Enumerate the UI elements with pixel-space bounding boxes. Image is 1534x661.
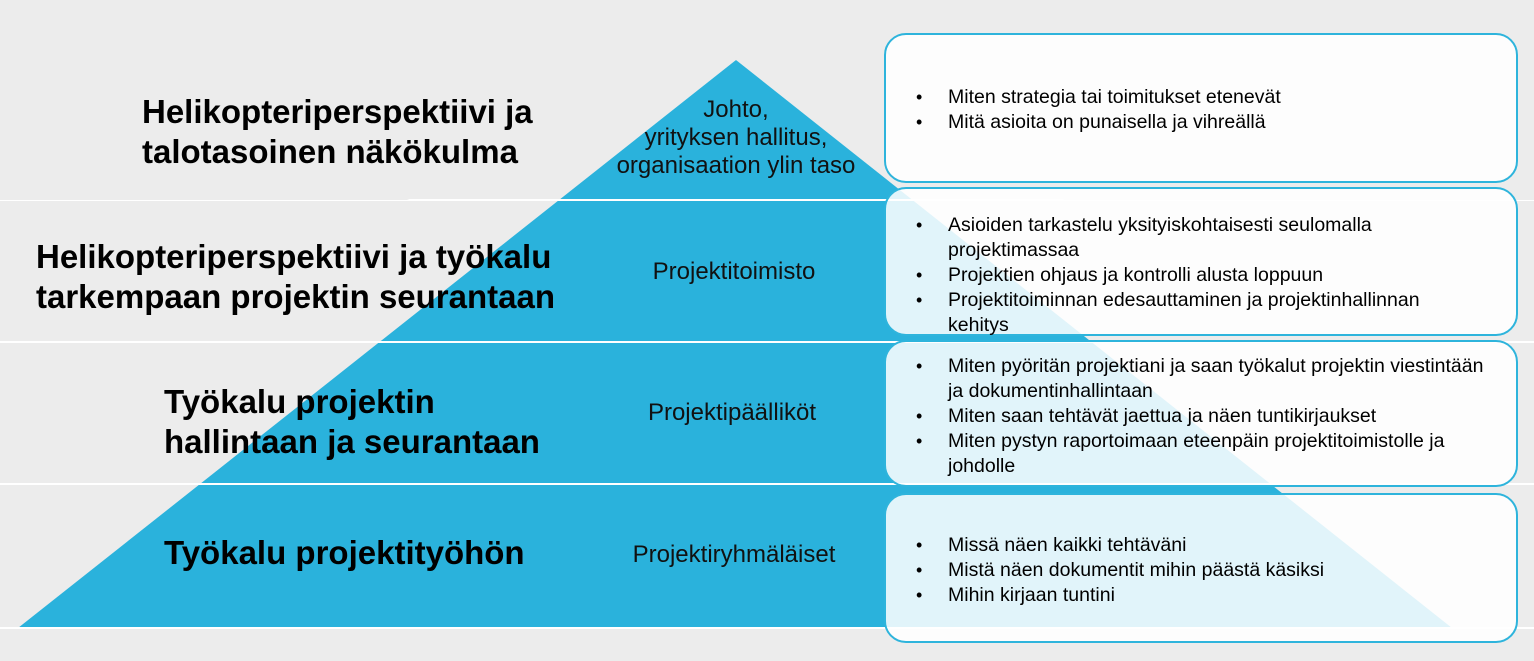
level-4-box [884,493,1518,643]
level-3-bullet: • Miten pyöritän projektiani ja saan työkalut projektin viestintään ja dokumentinhallintaan [948,354,1486,404]
level-1-bullet: • Miten strategia tai toimitukset etenevät [948,85,1516,110]
level-4-bullet: • Mihin kirjaan tuntini [948,583,1516,608]
tier-2-text [584,258,884,286]
level-2-label [36,237,555,317]
tier-2-line-1: Projektitoimisto [652,258,816,285]
level-2-bullet-list [886,213,1516,338]
level-4-bullet-list [886,533,1516,608]
level-2-bullet: • Asioiden tarkastelu yksityiskohtaisesti seulomalla projektimassaa [948,213,1476,263]
tier-3-text [582,399,882,427]
level-2-label-line-1: Helikopteriperspektiivi ja työkalu [36,238,552,275]
level-4-bullet: • Missä näen kaikki tehtäväni [948,533,1516,558]
level-1-label [142,92,533,172]
tier-1-line-1: Johto, [703,96,769,123]
level-1-label-line-1: Helikopteriperspektiivi ja [142,93,533,130]
level-4-bullet: • Mistä näen dokumentit mihin päästä käsiksi [948,558,1516,583]
level-2-box [884,187,1518,336]
level-3-label-line-2: hallintaan ja seurantaan [164,423,540,460]
level-3-label [164,382,540,462]
level-1-label-line-2: talotasoinen näkökulma [142,133,518,170]
level-3-bullet: • Miten pystyn raportoimaan eteenpäin projektitoimistolle ja johdolle [948,429,1486,479]
level-3-box [884,340,1518,487]
tier-4-line-1: Projektiryhmäläiset [632,541,836,568]
level-4-label [164,533,525,573]
tier-1-line-2: yrityksen hallitus, [644,124,828,151]
tier-1-text [586,96,886,180]
level-2-label-line-2: tarkempaan projektin seurantaan [36,278,556,315]
level-4-label-line-1: Työkalu projektityöhön [164,534,525,571]
tier-4-text [584,541,884,569]
level-3-bullet: • Miten saan tehtävät jaettua ja näen tuntikirjaukset [948,404,1486,429]
tier-1-line-3: organisaation ylin taso [616,152,856,179]
level-1-box [884,33,1518,183]
tier-3-line-1: Projektipäälliköt [647,399,817,426]
level-2-bullet: • Projektitoiminnan edesauttaminen ja projektinhallinnan kehitys [948,288,1476,338]
level-2-bullet: • Projektien ohjaus ja kontrolli alusta loppuun [948,263,1476,288]
level-1-bullet: • Mitä asioita on punaisella ja vihreällä [948,110,1516,135]
level-1-bullet-list [886,85,1516,135]
level-3-label-line-1: Työkalu projektin [164,383,435,420]
level-3-bullet-list [886,354,1516,479]
